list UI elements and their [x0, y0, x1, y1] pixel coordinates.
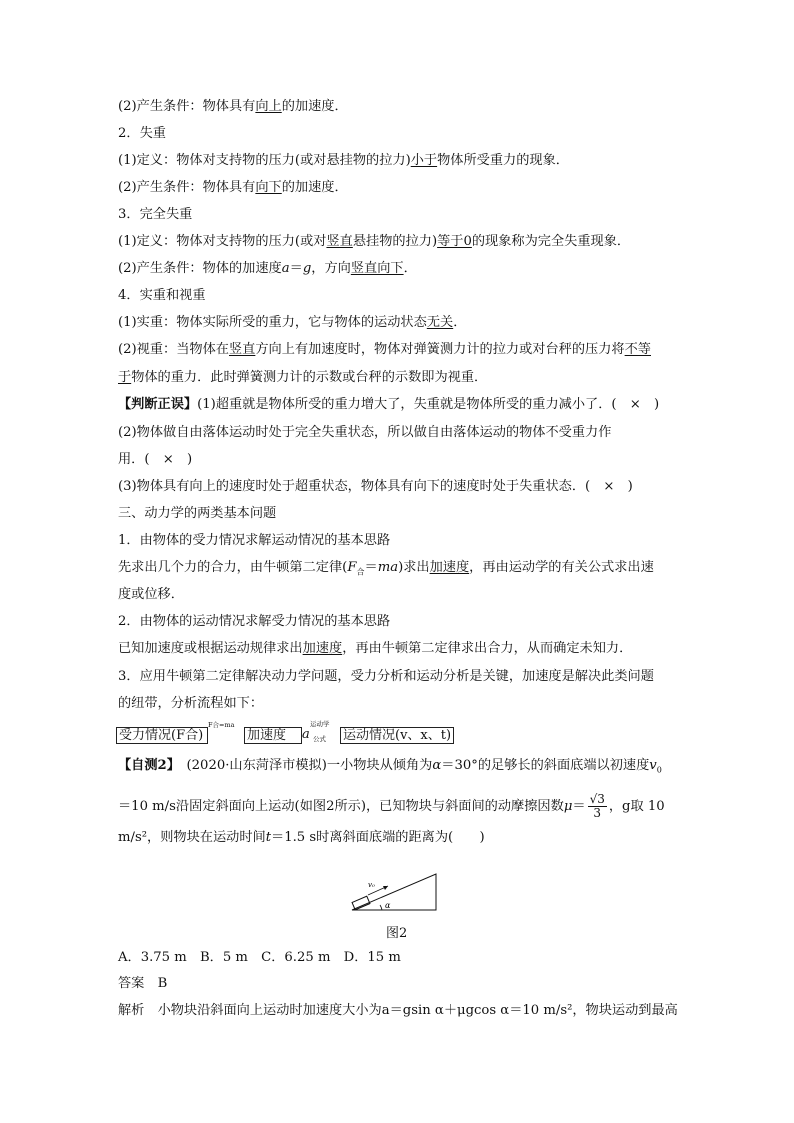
text-line: (3)物体具有向上的速度时处于超重状态，物体具有向下的速度时处于失重状态．( × )	[118, 479, 633, 494]
text-line: (1)定义：物体对支持物的压力(或对悬挂物的拉力)小于物体所受重力的现象．	[118, 153, 569, 168]
figure-caption: 图2	[386, 926, 408, 941]
options-line: A．3.75 m B．5 m C．6.25 m D．15 m	[118, 950, 401, 965]
question-line: ＝10 m/s沿固定斜面向上运动(如图2所示)，已知物块与斜面间的动摩擦因数μ＝ $\frac{√3}{3}$ ，g取 10	[118, 792, 665, 820]
incline-diagram	[348, 868, 440, 912]
incline-figure	[348, 868, 440, 912]
text-line: 2．由物体的运动情况求解受力情况的基本思路	[118, 614, 391, 629]
text-line: 的纽带，分析流程如下：	[118, 696, 264, 711]
text-line: 3．应用牛顿第二定律解决动力学问题，受力分析和运动分析是关键，加速度是解决此类问题	[118, 669, 654, 684]
heading-weightlessness-partial: 2．失重	[118, 126, 166, 141]
text-line: 【判断正误】(1)超重就是物体所受的重力增大了，失重就是物体所受的重力减小了．( × )	[118, 397, 660, 412]
flow-var-a: a	[302, 727, 310, 742]
text-line: (2)物体做自由落体运动时处于完全失重状态，所以做自由落体运动的物体不受重力作	[118, 425, 612, 440]
heading-real-apparent-weight: 4．实重和视重	[118, 288, 206, 303]
text-line: 度或位移．	[118, 587, 184, 602]
label-alpha: α	[385, 901, 391, 910]
solution-line: 解析 小物块沿斜面向上运动时加速度大小为a＝gsin α＋μgcos α＝10 m/s²，物块运动到最高	[118, 1003, 678, 1018]
text-line: 已知加速度或根据运动规律求出加速度，再由牛顿第二定律求出合力，从而确定未知力．	[118, 641, 633, 656]
text-line: (1)实重：物体实际所受的重力，它与物体的运动状态无关．	[118, 315, 467, 330]
answer-line: 答案 B	[118, 976, 168, 991]
analysis-flowchart	[116, 720, 456, 743]
label-v0: v₀	[368, 881, 375, 889]
text-line: (1)定义：物体对支持物的压力(或对竖直悬挂物的拉力)等于0的现象称为完全失重现象．	[118, 234, 631, 249]
fraction: $\frac{√3}{3}$	[589, 792, 605, 820]
flow-box-acceleration: 加速度	[244, 727, 302, 744]
flow-arrow-sublabel: 公式	[313, 735, 326, 743]
text-line: 于物体的重力．此时弹簧测力计的示数或台秤的示数即为视重．	[118, 370, 488, 385]
text-line: (2)产生条件：物体具有向上的加速度．	[118, 99, 348, 114]
text-line: (2)产生条件：物体的加速度a＝g，方向竖直向下．	[118, 261, 417, 276]
flow-box-motion: 运动情况(v、x、t)	[340, 727, 454, 744]
text-line: 1．由物体的受力情况求解运动情况的基本思路	[118, 533, 391, 548]
flow-arrow-label: 运动学	[310, 720, 330, 728]
text-line: (2)视重：当物体在竖直方向上有加速度时，物体对弹簧测力计的拉力或对台秤的压力将不等	[118, 342, 651, 357]
text-line: (2)产生条件：物体具有向下的加速度．	[118, 180, 348, 195]
text-line: 用．( × )	[118, 452, 193, 467]
question-line: m/s²，则物块在运动时间t＝1.5 s时离斜面底端的距离为( )	[118, 830, 485, 845]
section-heading: 三、动力学的两类基本问题	[118, 506, 277, 521]
text-line: 先求出几个力的合力，由牛顿第二定律$(F_合=ma)$求出加速度，再由运动学的有关公式求出速	[118, 560, 654, 577]
flow-arrow-label: F合=ma	[208, 721, 235, 729]
flow-box-force: 受力情况(F合)	[116, 727, 208, 744]
heading-complete-weightlessness: 3．完全失重	[118, 207, 193, 222]
question-line: 【自测2】 (2020·山东菏泽市模拟)一小物块从倾角为α＝30°的足够长的斜面底端以初速度$v_0$	[118, 758, 662, 775]
